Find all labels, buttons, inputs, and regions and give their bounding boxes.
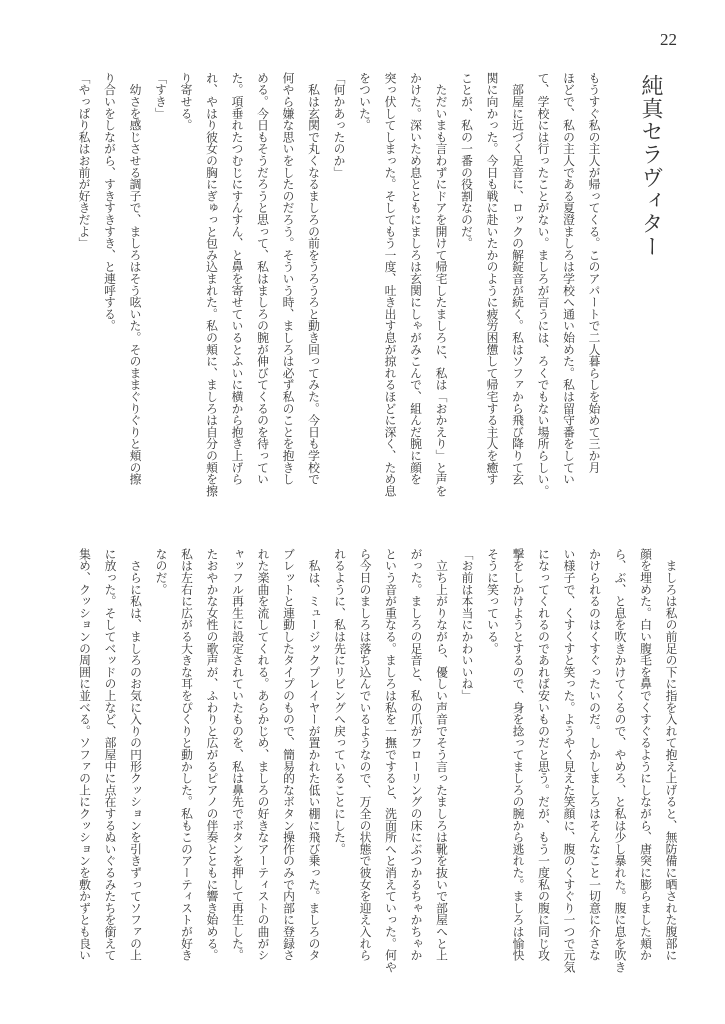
text-line: り寄せる。 [179, 72, 193, 131]
text-line: ャッフル再生に設定されていたものを、私は鼻先でボタンを押して再生した。 [230, 548, 245, 961]
text-line: ら今日のましろは落ち込んでいるようなので、万全の状態で彼女を迎え入れら [358, 548, 372, 961]
text-line: 集め、クッションの周囲に並べる。ソファの上にクッションを敷かずとも良い [77, 548, 92, 961]
text-line: 「お前は本当にかわいいね」 [460, 548, 474, 702]
text-line: 幼さを感じさせる調子で、ましろはそう呟いた。そのままぐりぐりと頬の擦 [128, 72, 142, 485]
text-line: に放った。そしてベッドの上など、部屋中に点在するぬいぐるみたちを銜えて [103, 548, 117, 961]
text-line: たおやかな女性の歌声が、ふわりと広がるピアノの伴奏とともに響き始める。 [205, 548, 219, 961]
text-line: 「やっぱり私はお前が好きだよ」 [77, 72, 91, 249]
text-line: という音が重なる。ましろは私を一撫ですると、洗面所へと消えていった。何や [383, 548, 398, 973]
text-line: ただいまも言わずにドアを開けて帰宅したましろに、私は「おかえり」と声を [434, 72, 448, 497]
text-line: 撃をしかけようとするので、身を捻ってましろの腕から逃れた。ましろは愉快 [511, 548, 525, 961]
text-line: 部屋に近づく足音に、ロックの解錠音が続く。私はソファから飛び降りて玄 [510, 72, 525, 485]
text-block-bottom [70, 548, 683, 988]
text-line: さらに私は、ましろのお気に入りの円形クッションを引きずってソファの上 [128, 548, 143, 961]
text-line: れた楽曲を流してくれる。あらかじめ、ましろの好きなアーティストの曲がシ [256, 548, 270, 961]
text-line: をついた。 [357, 72, 372, 131]
text-line: れ、やはり彼女の胸にぎゅっと包み込まれた。私の頬に、ましろは自分の頬を擦 [204, 72, 219, 497]
text-line: い様子で、くすくすと笑った。ようやく見えた笑顔に、腹のくすぐり一つで元気 [562, 548, 576, 973]
text-line: がった。ましろの足音と、私の爪がフローリングの床にぶつかるちゃかちゃか [409, 548, 423, 961]
text-line: れるように、私は先にリビングへ戻っていることにした。 [332, 548, 347, 855]
text-line: 「何かあったのか」 [332, 72, 346, 179]
text-line: ことが、私の一番の役割なのだ。 [459, 72, 474, 249]
text-line: ましろは私の前足の下に指を入れて抱え上げると、無防備に晒された腹部に [664, 548, 678, 961]
text-line: める。今日もそうだろうと思って、私はましろの腕が伸びてくるのを待ってい [255, 72, 270, 485]
text-line: かけられるのはくすぐったいのだ。しかしましろはそんなこと一切意に介さな [587, 548, 602, 961]
text-block-top [70, 72, 606, 512]
text-line: 私は左右に広がる大きな耳をぴくりと動かした。私もこのアーティストが好き [179, 548, 194, 961]
text-line: 顔を埋めた。白い腹毛を鼻でくすぐるようにしながら、唐突に膨らました頬か [638, 548, 653, 961]
text-line: た。項垂れたつむじにすんすん、と鼻を寄せているとふいに横から抱き上げら [230, 72, 244, 485]
text-line: ほどで、私の主人である夏澄ましろは学校へ通い始めた。私は留守番をしてい [561, 72, 576, 485]
story-title: 純真セラヴィター [638, 74, 663, 258]
text-line: て、学校には行ったことがない。ましろが言うには、ろくでもない場所らしい。 [536, 72, 550, 497]
text-line: ブレットと連動したタイプのもので、簡易的なボタン操作のみで内部に登録さ [281, 548, 296, 961]
text-line: 関に向かった。今日も戦に赴いたかのように疲労困憊して帰宅する主人を癒す [485, 72, 499, 485]
text-line: になってくれるのであれば安いものだと思う。だが、もう一度私の腹に同じ攻 [536, 548, 551, 961]
text-line: かけた。深いため息とともにましろは玄関にしゃがみこんで、組んだ腕に顔を [408, 72, 423, 485]
text-line: ら、ぶ、と息を吹きかけてくるので、やめろ、と私は少し暴れた。腹に息を吹き [613, 548, 627, 973]
text-line: なのだ。 [154, 548, 168, 596]
text-line: 何やら嫌な思いをしたのだろう。そういう時、ましろは必ず私のことを抱きし [281, 72, 295, 485]
page-number: 22 [660, 30, 677, 49]
text-line: 私は、ミュージックプレイヤーが置かれた低い棚に飛び乗った。ましろのタ [307, 548, 321, 961]
text-line: り合いをしながら、すきすきすき、と連呼する。 [102, 72, 117, 332]
text-line: 立ち上がりながら、優しい声音でそう言ったましろは靴を抜いで部屋へと上 [434, 548, 449, 961]
text-line: もうすぐ私の主人が帰ってくる。このアパートで二人暮らしを始めて三か月 [587, 72, 601, 474]
text-line: 私は玄関で丸くなるましろの前をうろうろと動き回ってみた。今日も学校で [306, 72, 321, 485]
text-line: そうに笑っている。 [485, 548, 500, 655]
text-line: 突っ伏してしまった。そしてもう一度、吐き出す息が掠れるほどに深く、ため息 [383, 72, 397, 497]
text-line: 「すき」 [153, 72, 168, 120]
